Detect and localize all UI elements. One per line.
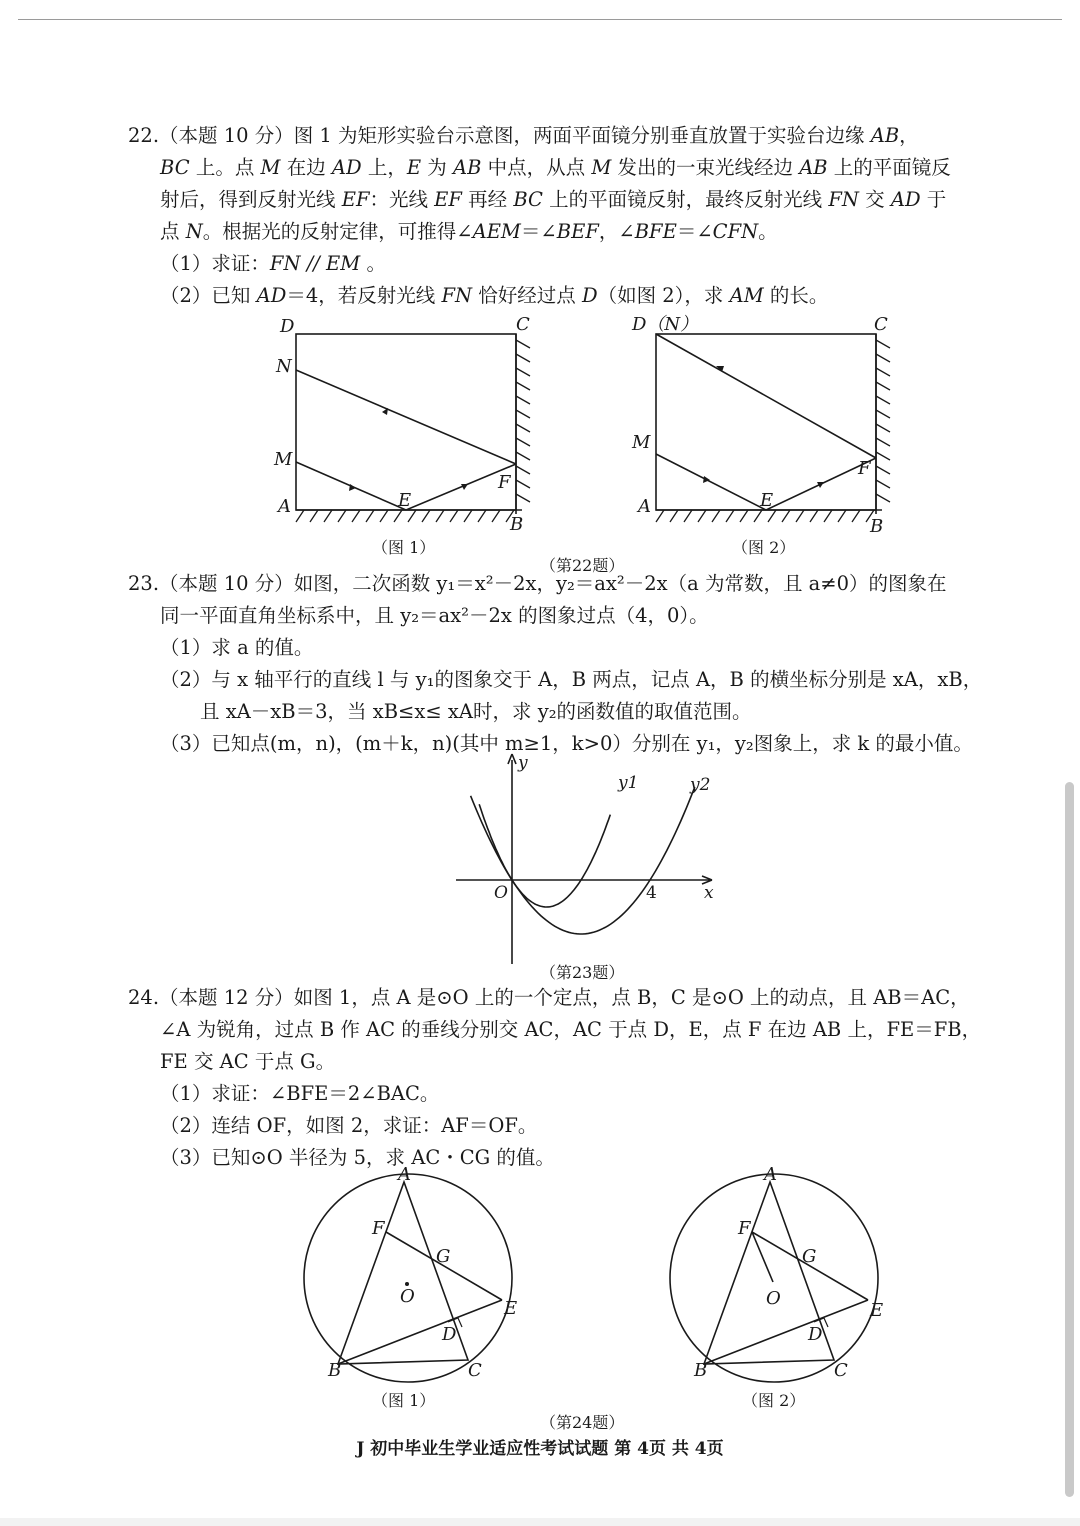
q22-fig1-label-a: A (278, 496, 291, 517)
q24-line-1: 24.（本题 12 分）如图 1，点 A 是⊙O 上的一个定点，点 B，C 是⊙O 上的动点，且 AB＝AC， (128, 986, 970, 1009)
q23-line-1: 23.（本题 10 分）如图，二次函数 y₁＝x²－2x，y₂＝ax²－2x（a 为常数，且 a≠0）的图象在 (128, 572, 947, 595)
q22-line-4: 点 N。根据光的反射定律，可推得∠AEM＝∠BEF，∠BFE＝∠CFN。 (160, 220, 778, 243)
q24-figure-2 (662, 1162, 892, 1387)
q22-figure-2 (630, 312, 910, 542)
q22-fig2-ray-me (656, 454, 766, 510)
q24-fig2-label-o: O (766, 1288, 781, 1309)
q22-fig1-label-c: C (516, 314, 530, 335)
question-23 (128, 568, 982, 760)
q23-part-2b: 且 xA－xB＝3，当 xB≤x≤ xA时，求 y₂的函数值的取值范围。 (200, 700, 752, 723)
q22-fig2-label-f: F (858, 458, 871, 479)
q23-caption: （第23题） (540, 963, 625, 982)
q24-fig1-label-f: F (372, 1218, 385, 1239)
q22-fig1-label-n: N (276, 356, 292, 377)
q22-fig2-label-c: C (874, 314, 888, 335)
q24-fig2-label-g: G (802, 1246, 817, 1267)
q22-line-3: 射后，得到反射光线 EF：光线 EF 再经 BC 上的平面镜反射，最终反射光线 FN 交 AD 于 (160, 188, 947, 211)
scrollbar-thumb[interactable] (1065, 782, 1074, 1497)
q22-fig1-label-d: D (280, 316, 295, 337)
q23-graph (450, 752, 730, 972)
q24-fig1-label-e: E (504, 1298, 518, 1319)
q22-fig2-label-b: B (870, 516, 884, 537)
q24-fig1-label-d: D (442, 1324, 457, 1345)
q24-fig2-circle (670, 1174, 878, 1382)
q24-fig1-label-g: G (436, 1246, 451, 1267)
q24-figure-1 (296, 1162, 526, 1387)
q24-fig1-label-a: A (398, 1164, 411, 1185)
q22-fig2-arrow-me (703, 476, 710, 483)
q24-fig1-circle (304, 1174, 512, 1382)
q23-part-1: （1）求 a 的值。 (160, 636, 314, 659)
q22-fig1-label-b: B (510, 514, 524, 535)
q22-fig2-rectangle (656, 334, 876, 510)
q22-fig1-label-m: M (274, 449, 293, 470)
q24-part-2: （2）连结 OF，如图 2，求证：AF＝OF。 (160, 1114, 538, 1137)
q22-part-2: （2）已知 AD＝4，若反射光线 FN 恰好经过点 D（如图 2），求 AM 的长。 (160, 284, 829, 307)
question-22 (128, 120, 951, 312)
q22-figure-1 (270, 312, 550, 542)
q24-part-1: （1）求证：∠BFE＝2∠BAC。 (160, 1082, 440, 1105)
q23-label-origin: O (494, 883, 508, 903)
q23-part-2a: （2）与 x 轴平行的直线 l 与 y₁的图象交于 A，B 两点，记点 A，B 的横坐标分别是 xA，xB， (160, 668, 983, 691)
question-24 (128, 982, 981, 1174)
q24-fig2-label-a: A (764, 1164, 777, 1185)
q24-line-2: ∠A 为锐角，过点 B 作 AC 的垂线分别交 AC，AC 于点 D，E，点 F 在边 AB 上，FE＝FB， (160, 1018, 982, 1041)
q23-line-2: 同一平面直角坐标系中，且 y₂＝ax²－2x 的图象过点（4，0）。 (160, 604, 709, 627)
q24-fig2-label-b: B (694, 1360, 708, 1381)
q22-line-2: BC 上。点 M 在边 AD 上，E 为 AB 中点，从点 M 发出的一束光线经边 AB 上的平面镜反 (160, 156, 951, 179)
q22-fig1-hatch-right (516, 340, 530, 502)
q24-fig2-label-f: F (738, 1218, 751, 1239)
q22-fig1-hatch-bottom (296, 510, 514, 522)
q23-part-3: （3）已知点(m，n)，(m＋k，n)(其中 m≥1，k>0）分别在 y₁，y₂图象上，求 k 的最小值。 (160, 732, 973, 755)
q22-fig2-label-dn: D（N） (632, 314, 699, 335)
q23-label-x: x (704, 883, 714, 903)
q23-label-four: 4 (646, 883, 657, 903)
q22-fig2-ray-fn (656, 334, 876, 458)
q23-label-y2: y2 (690, 775, 711, 795)
q24-line-3: FE 交 AC 于点 G。 (160, 1050, 336, 1073)
q22-fig1-ray-fn (296, 370, 516, 464)
q22-fig2-hatch-bottom (656, 510, 874, 522)
q24-caption: （第24题） (540, 1413, 625, 1432)
q24-fig2-line-of (752, 1232, 773, 1282)
q22-fig2-hatch-right (876, 340, 890, 502)
q24-fig1-label-b: B (328, 1360, 342, 1381)
q22-caption: （第22题） (540, 556, 625, 575)
q22-fig1-caption: （图 1） (372, 538, 436, 557)
page-footer: J 初中毕业生学业适应性考试试题 第 4页 共 4页 (356, 1439, 724, 1459)
top-rule (18, 19, 1062, 20)
q24-fig2-label-d: D (808, 1324, 823, 1345)
q24-fig1-caption: （图 1） (372, 1391, 436, 1410)
q24-fig2-label-e: E (870, 1300, 884, 1321)
q24-fig2-caption: （图 2） (742, 1391, 806, 1410)
q22-fig1-label-f: F (498, 472, 511, 493)
q24-part-3: （3）已知⊙O 半径为 5，求 AC・CG 的值。 (160, 1146, 555, 1169)
q23-label-y: y (518, 753, 528, 773)
q22-fig1-label-e: E (398, 490, 412, 511)
q22-part-1: （1）求证：FN // EM 。 (160, 252, 386, 275)
bottom-strip (0, 1518, 1080, 1526)
q22-fig1-arrow-me (349, 484, 356, 491)
q22-fig2-caption: （图 2） (732, 538, 796, 557)
q22-fig2-label-m: M (632, 432, 651, 453)
q22-fig1-rectangle (296, 334, 516, 510)
q24-fig1-label-o: O (400, 1286, 415, 1307)
q22-fig2-label-e: E (760, 490, 774, 511)
q24-fig1-label-c: C (468, 1360, 482, 1381)
q22-fig1-arrow-fn (382, 408, 388, 415)
q22-line-1: 22.（本题 10 分）图 1 为矩形实验台示意图，两面平面镜分别垂直放置于实验台边缘 AB， (128, 124, 919, 147)
q22-fig2-label-a: A (638, 496, 651, 517)
q23-label-y1: y1 (618, 773, 639, 793)
q23-curve-y2 (471, 787, 695, 934)
q24-fig2-label-c: C (834, 1360, 848, 1381)
